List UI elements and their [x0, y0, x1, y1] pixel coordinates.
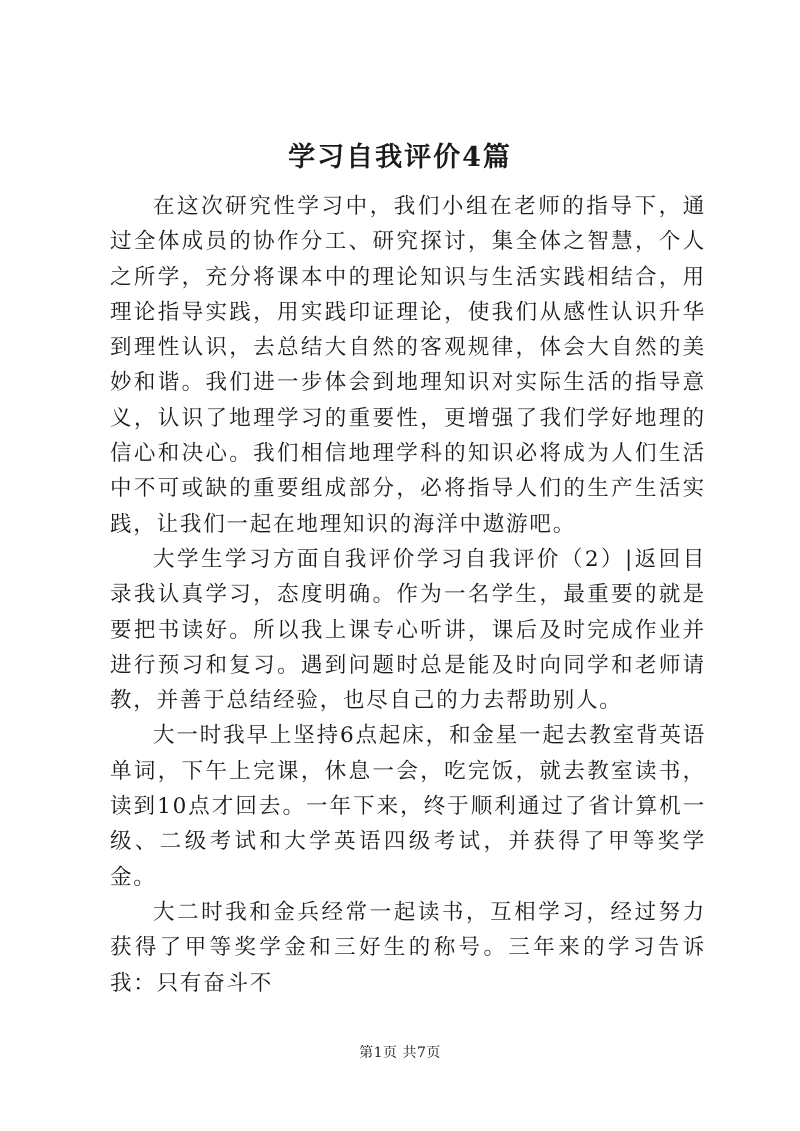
paragraph-2: 大学生学习方面自我评价学习自我评价（2）|返回目录我认真学习，态度明确。作为一名学生，最重要的就是要把书读好。所以我上课专心听讲，课后及时完成作业并进行预习和复习。遇到问题时总是能及时向同学和老师请教，并善于总结经验，也尽自己的力去帮助别人。 [110, 546, 706, 714]
page-number-footer: 第1页 共7页 [359, 1045, 441, 1061]
document-body [110, 189, 706, 1001]
paragraph-1: 在这次研究性学习中，我们小组在老师的指导下，通过全体成员的协作分工、研究探讨，集全体之智慧，个人之所学，充分将课本中的理论知识与生活实践相结合，用理论指导实践，用实践印证理论，使我们从感性认识升华到理性认识，去总结大自然的客观规律，体会大自然的美妙和谐。我们进一步体会到地理知识对实际生活的指导意义，认识了地理学习的重要性，更增强了我们学好地理的信心和决心。我们相信地理学科的知识必将成为人们生活中不可或缺的重要组成部分，必将指导人们的生产生活实践，让我们一起在地理知识的海洋中遨游吧。 [110, 194, 706, 537]
document-title: 学习自我评价4篇 [288, 142, 512, 173]
paragraph-3: 大一时我早上坚持6点起床，和金星一起去教室背英语单词，下午上完课，休息一会，吃完饭，就去教室读书，读到10点才回去。一年下来，终于顺利通过了省计算机一级、二级考试和大学英语四级考试，并获得了甲等奖学金。 [110, 723, 706, 890]
paragraph-4: 大二时我和金兵经常一起读书，互相学习，经过努力获得了甲等奖学金和三好生的称号。三年来的学习告诉我：只有奋斗不 [110, 899, 706, 996]
